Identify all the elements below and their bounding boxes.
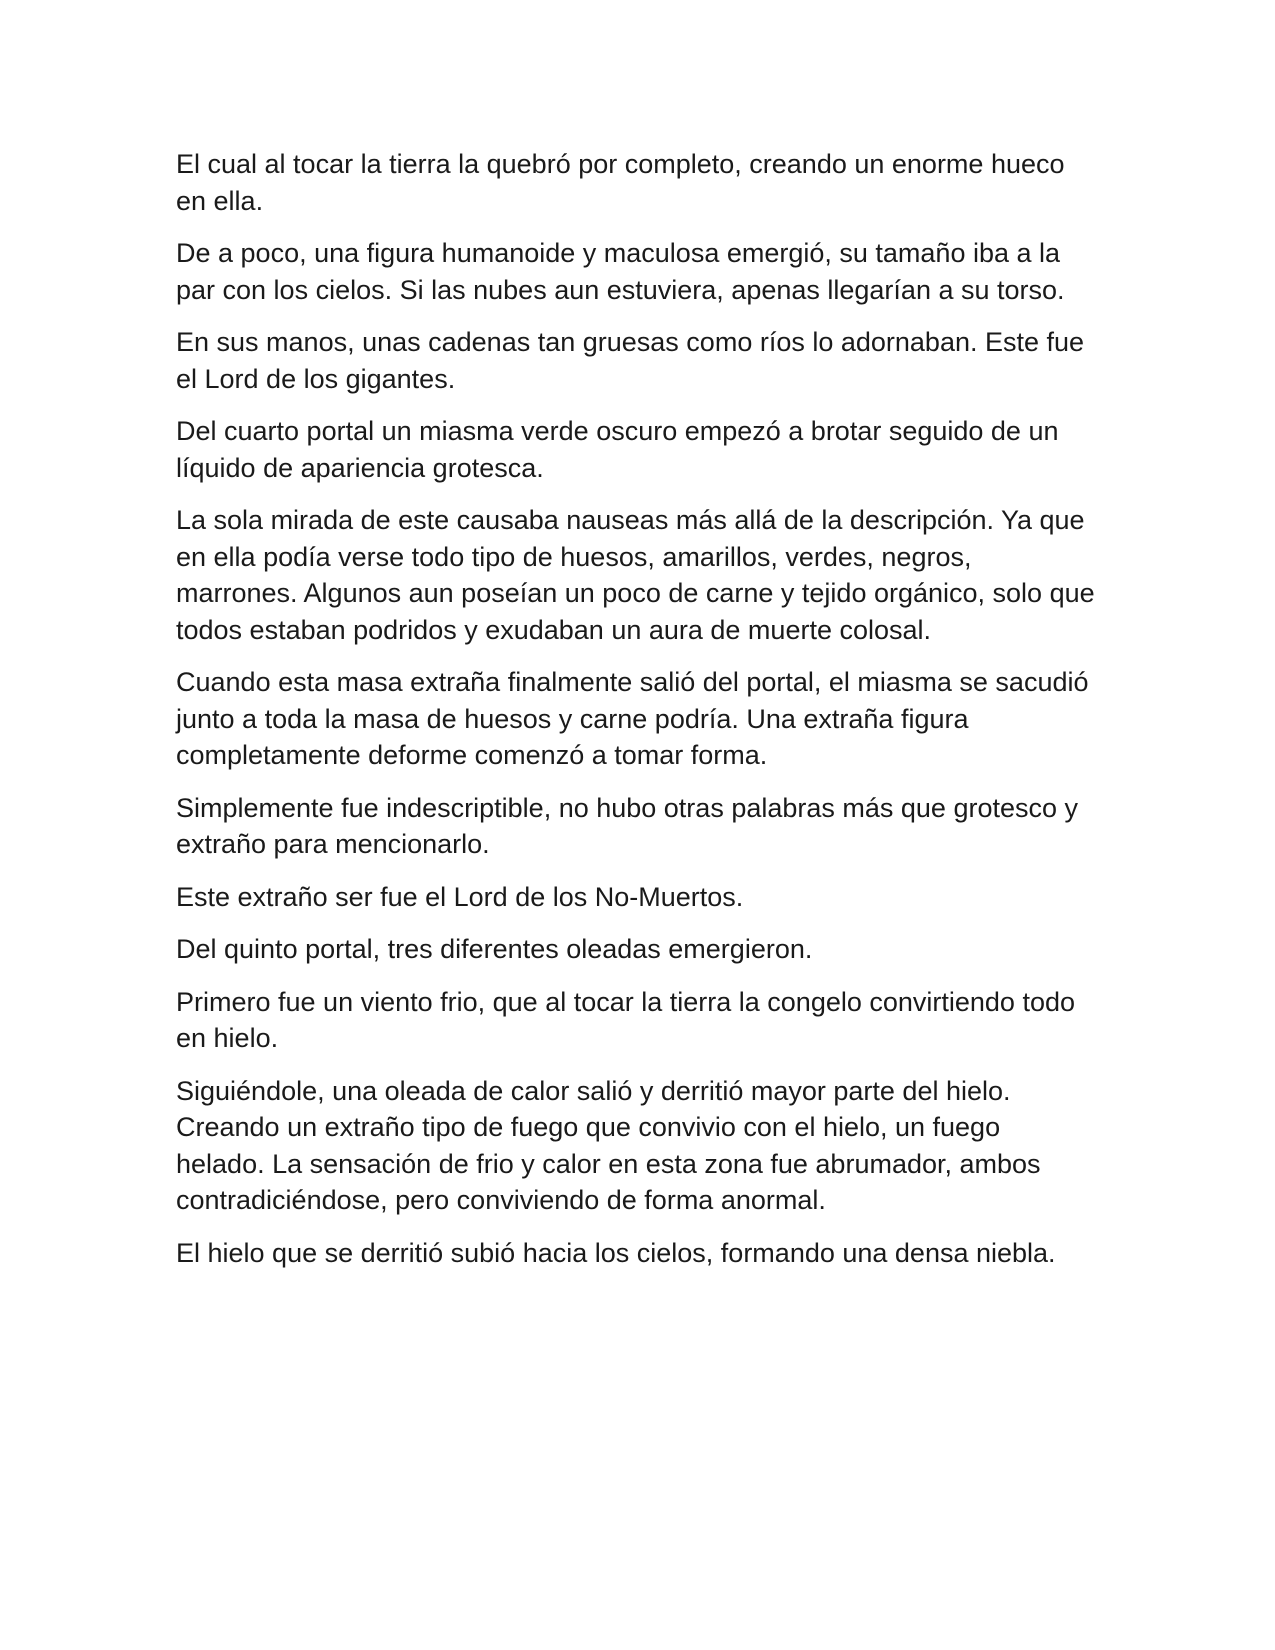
- paragraph: El hielo que se derritió subió hacia los cielos, formando una densa niebla.: [176, 1237, 1056, 1268]
- paragraph: Cuando esta masa extraña finalmente salió del portal, el miasma se sacudió junto a toda la masa de huesos y carne podría. Una extraña figura completamente deforme comenzó a tomar forma.: [176, 667, 1089, 770]
- paragraph: Simplemente fue indescriptible, no hubo otras palabras más que grotesco y extraño para mencionarlo.: [176, 792, 1079, 859]
- paragraph: De a poco, una figura humanoide y maculosa emergió, su tamaño iba a la par con los cielos. Si las nubes aun estuviera, apenas llegarían a su torso.: [176, 238, 1065, 305]
- paragraph: Este extraño ser fue el Lord de los No-Muertos.: [176, 881, 744, 912]
- paragraph: El cual al tocar la tierra la quebró por completo, creando un enorme hueco en ella.: [176, 149, 1065, 216]
- paragraph: Del quinto portal, tres diferentes oleadas emergieron.: [176, 934, 813, 964]
- paragraph: Siguiéndole, una oleada de calor salió y derritió mayor parte del hielo. Creando un extraño tipo de fuego que convivio con el hielo, un fuego helado. La sensación de frio y calor en esta zona fue abrumador, ambos contradiciéndose, pero conviviendo de forma anormal.: [176, 1075, 1041, 1215]
- paragraph: La sola mirada de este causaba nauseas más allá de la descripción. Ya que en ella podía verse todo tipo de huesos, amarillos, verdes, negros, marrones. Algunos aun poseían un poco de carne y tejido orgánico, solo que todos estaban podridos y exudaban un aura de muerte colosal.: [176, 505, 1095, 645]
- paragraph: Del cuarto portal un miasma verde oscuro empezó a brotar seguido de un líquido de apariencia grotesca.: [176, 416, 1059, 483]
- paragraph: En sus manos, unas cadenas tan gruesas como ríos lo adornaban. Este fue el Lord de los gigantes.: [176, 327, 1085, 394]
- document-body: [176, 146, 1096, 1287]
- paragraph: Primero fue un viento frio, que al tocar la tierra la congelo convirtiendo todo en hielo.: [176, 986, 1076, 1053]
